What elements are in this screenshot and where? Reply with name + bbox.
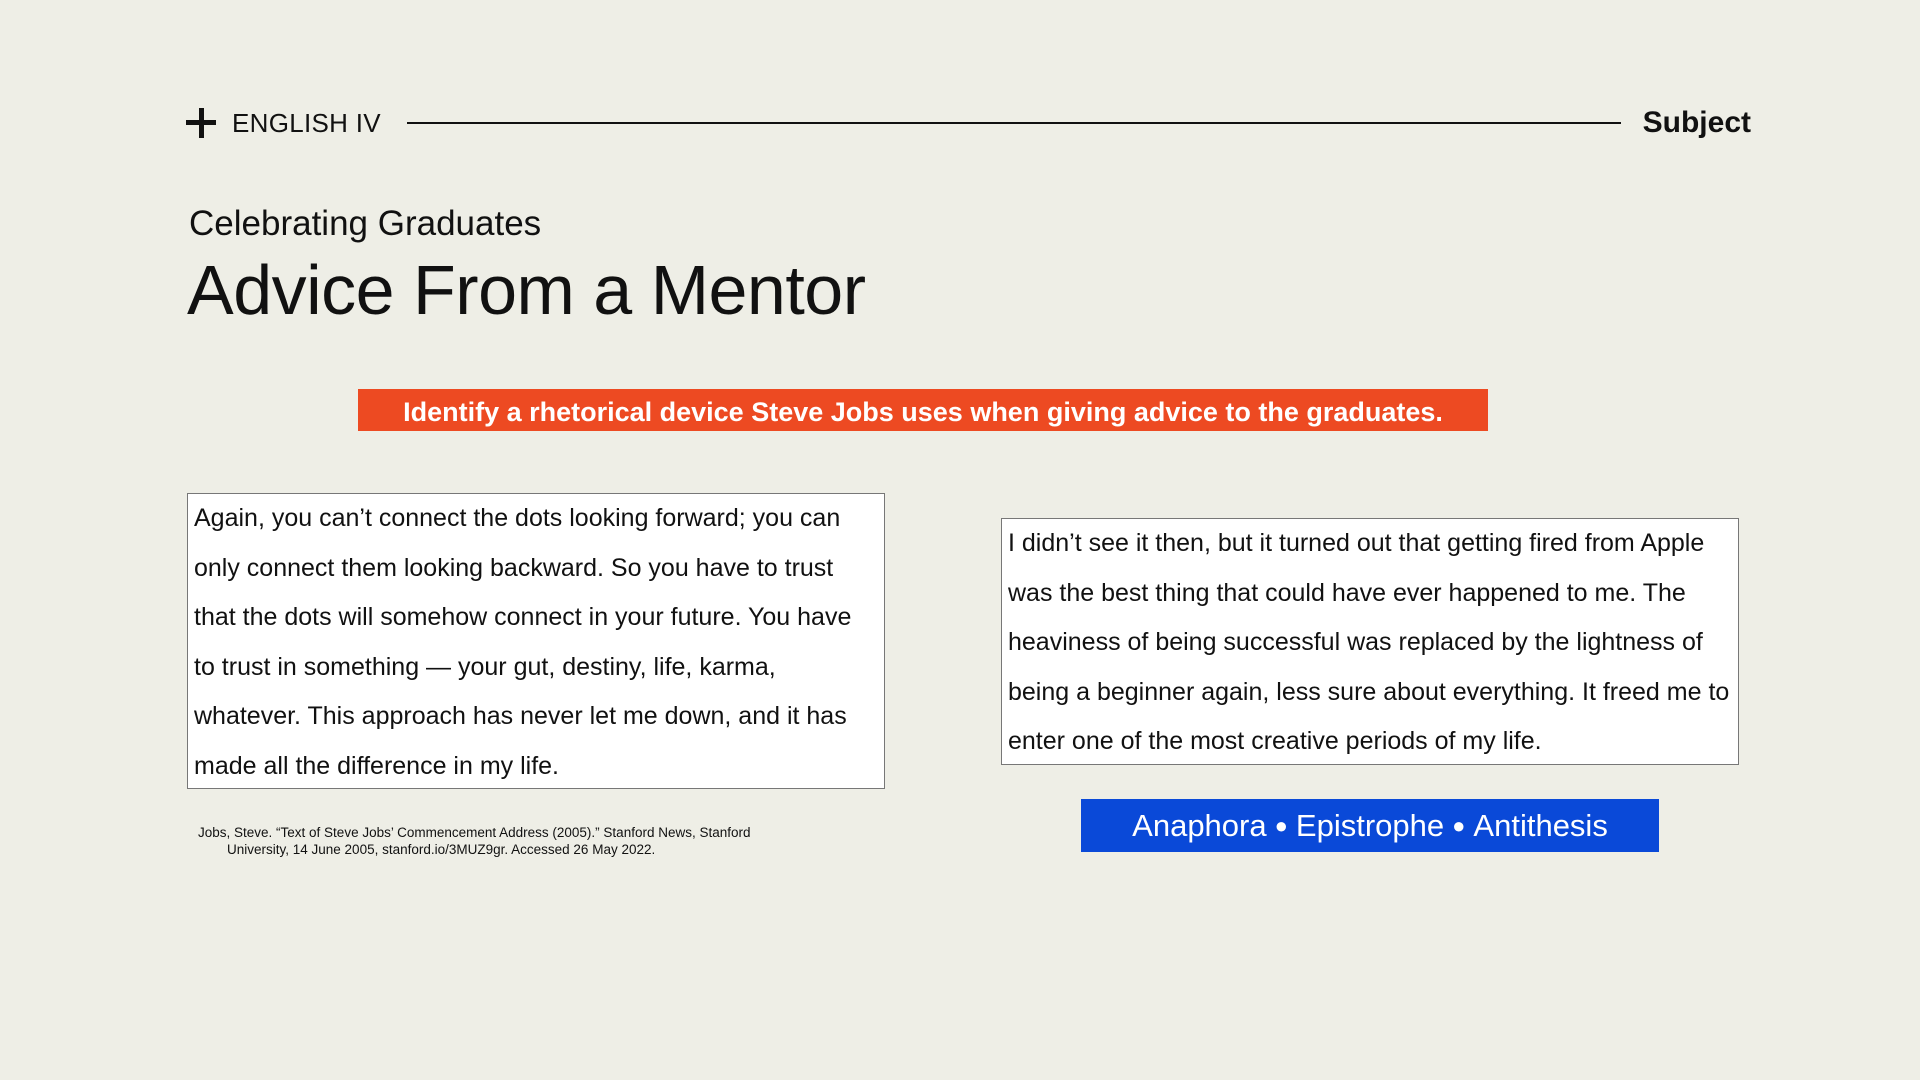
quote-box-right — [1001, 518, 1739, 765]
prompt-banner — [358, 389, 1488, 431]
slide-title: Advice From a Mentor — [187, 251, 866, 329]
slide-subtitle: Celebrating Graduates — [189, 204, 542, 243]
quote-text-left: Again, you can’t connect the dots looking forward; you can only connect them looking backward. So you have to trust that the dots will somehow connect in your future. You have to trust in something — your gut, destiny, life, karma, whatever. This approach has never let me down, and it has made all the difference in my life. — [194, 504, 852, 780]
quote-text-right: I didn’t see it then, but it turned out that getting fired from Apple was the best thing that could have ever happened to me. The heaviness of being successful was replaced by the lightness of being a beginner again, less sure about everything. It freed me to enter one of the most creative periods of my life. — [1008, 529, 1730, 755]
device-epistrophe: Epistrophe — [1295, 807, 1445, 843]
slide-header — [186, 106, 1751, 140]
device-anaphora: Anaphora — [1132, 807, 1267, 843]
subject-label: Subject — [1642, 106, 1751, 139]
plus-icon — [186, 108, 216, 138]
prompt-text: Identify a rhetorical device Steve Jobs uses when giving advice to the graduates. — [403, 397, 1443, 427]
citation: Jobs, Steve. “Text of Steve Jobs’ Commencement Address (2005).” Stanford News, Stanford University, 14 June 2005, stanford.io/3MUZ9gr. Accessed 26 May 2022. — [198, 825, 751, 857]
separator-dot: ● — [1452, 812, 1466, 838]
separator-dot: ● — [1274, 812, 1288, 838]
devices-banner — [1081, 799, 1659, 852]
subject-name: ENGLISH IV — [232, 107, 381, 138]
header-divider — [407, 122, 1621, 124]
device-antithesis: Antithesis — [1473, 807, 1608, 843]
quote-box-left — [187, 493, 885, 789]
